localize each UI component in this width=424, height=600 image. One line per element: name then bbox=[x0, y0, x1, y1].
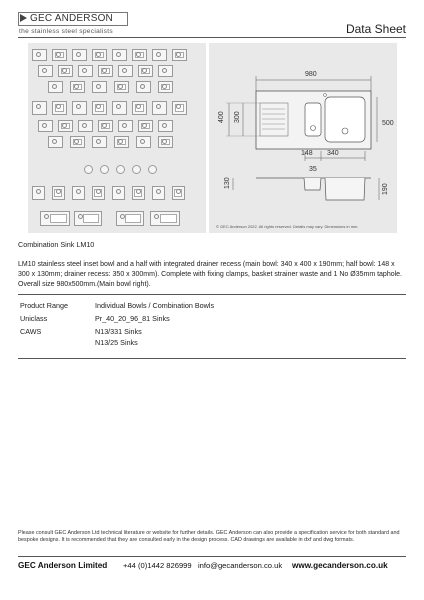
sink-thumbnail-bowl bbox=[175, 104, 184, 112]
sink-thumbnail bbox=[112, 101, 127, 115]
footer-email-link[interactable]: info@gecanderson.co.uk bbox=[198, 561, 283, 570]
sink-thumbnail bbox=[52, 101, 67, 115]
sink-thumbnail bbox=[112, 49, 127, 61]
technical-drawing-panel bbox=[209, 43, 397, 233]
company-logo bbox=[18, 12, 130, 38]
spec-value-product-range: Individual Bowls / Combination Bowls bbox=[95, 301, 215, 310]
sink-thumbnail bbox=[78, 120, 93, 132]
sink-thumbnail bbox=[52, 49, 67, 61]
dim-overall-depth-left: 400 bbox=[218, 111, 225, 123]
sink-thumbnail bbox=[116, 211, 144, 226]
header-divider bbox=[18, 37, 406, 38]
spec-table-top-rule bbox=[18, 294, 406, 295]
sink-thumbnail bbox=[152, 101, 167, 115]
sink-thumbnail-bowl bbox=[160, 214, 177, 223]
sink-thumbnail-bowl bbox=[95, 52, 104, 58]
logo-name: GEC ANDERSON bbox=[30, 13, 113, 24]
spec-table-bottom-rule bbox=[18, 358, 406, 359]
dim-drainer-height: 300 bbox=[234, 111, 241, 123]
sink-thumbnail-bowl bbox=[55, 104, 64, 112]
sink-thumbnail bbox=[138, 65, 153, 77]
sink-thumbnail-bowl bbox=[95, 104, 104, 112]
sink-thumbnail-bowl bbox=[61, 123, 70, 129]
sink-thumbnail bbox=[132, 165, 141, 174]
sink-thumbnail-bowl bbox=[175, 52, 184, 58]
sink-thumbnail bbox=[136, 136, 151, 148]
sink-thumbnail-bowl bbox=[54, 189, 62, 197]
dim-half-bowl-depth: 130 bbox=[224, 177, 231, 189]
sink-thumbnail-bowl bbox=[141, 123, 150, 129]
sink-thumbnail-bowl bbox=[134, 189, 142, 197]
footer-note: Please consult GEC Anderson Ltd technical literature or website for further details. GEC Anderson can also provide a specification service for both standard and bespoke designs. It is recommended that they are consulted early in the design process. CAD drawings are available in dxf and dwg formats. bbox=[18, 530, 400, 543]
sink-thumbnail bbox=[98, 120, 113, 132]
sink-thumbnail bbox=[32, 49, 47, 61]
logo-triangle-icon bbox=[20, 14, 27, 22]
sink-thumbnail bbox=[70, 136, 85, 148]
main-bowl bbox=[325, 97, 365, 142]
sink-thumbnail bbox=[32, 101, 47, 115]
sink-thumbnail bbox=[92, 186, 105, 200]
sink-thumbnail-bowl bbox=[141, 68, 150, 74]
sink-thumbnail bbox=[136, 81, 151, 93]
spec-label-caws: CAWS bbox=[20, 327, 42, 336]
sink-thumbnail bbox=[72, 186, 85, 200]
sink-thumbnail bbox=[84, 165, 93, 174]
sink-thumbnail bbox=[132, 49, 147, 61]
sink-thumbnail-bowl bbox=[174, 189, 182, 197]
sink-thumbnail bbox=[78, 65, 93, 77]
document-title: Data Sheet bbox=[345, 22, 406, 36]
sink-drawing bbox=[209, 43, 397, 233]
sink-thumbnail bbox=[38, 120, 53, 132]
footer-website-link[interactable]: www.gecanderson.co.uk bbox=[292, 561, 388, 570]
sink-thumbnail-bowl bbox=[101, 68, 110, 74]
sink-thumbnail bbox=[118, 65, 133, 77]
sink-thumbnail bbox=[158, 81, 173, 93]
spec-value-caws: N13/331 Sinks bbox=[95, 327, 142, 336]
sink-thumbnail bbox=[138, 120, 153, 132]
sink-thumbnail bbox=[132, 186, 145, 200]
sink-thumbnail-bowl bbox=[94, 189, 102, 197]
sink-thumbnail bbox=[58, 65, 73, 77]
sink-thumbnail bbox=[38, 65, 53, 77]
sink-thumbnail-bowl bbox=[73, 84, 82, 90]
sink-thumbnail-bowl bbox=[55, 52, 64, 58]
sink-thumbnail bbox=[58, 120, 73, 132]
sink-thumbnail bbox=[118, 120, 133, 132]
product-range-thumbnails bbox=[28, 43, 206, 233]
sink-thumbnail-bowl bbox=[161, 139, 170, 145]
sink-thumbnail bbox=[74, 211, 102, 226]
sink-thumbnail-bowl bbox=[61, 68, 70, 74]
sink-thumbnail bbox=[100, 165, 109, 174]
sink-thumbnail bbox=[98, 65, 113, 77]
sink-thumbnail bbox=[116, 165, 125, 174]
sink-thumbnail bbox=[114, 81, 129, 93]
dim-main-bowl-width: 340 bbox=[327, 150, 339, 157]
sink-thumbnail-bowl bbox=[50, 214, 67, 223]
dim-overall-depth-right: 500 bbox=[382, 120, 394, 127]
sink-thumbnail-bowl bbox=[125, 214, 141, 223]
sink-thumbnail bbox=[92, 49, 107, 61]
spec-value-uniclass: Pr_40_20_96_81 Sinks bbox=[95, 314, 170, 323]
sink-thumbnail bbox=[48, 81, 63, 93]
spec-label-uniclass: Uniclass bbox=[20, 314, 48, 323]
sink-thumbnail bbox=[114, 136, 129, 148]
sink-thumbnail bbox=[158, 65, 173, 77]
sink-thumbnail bbox=[150, 211, 180, 226]
sink-thumbnail-bowl bbox=[117, 139, 126, 145]
sink-thumbnail bbox=[158, 120, 173, 132]
sink-thumbnail-bowl bbox=[135, 52, 144, 58]
sink-thumbnail bbox=[92, 81, 107, 93]
sink-thumbnail-bowl bbox=[83, 214, 99, 223]
logo-tagline: the stainless steel specialists bbox=[19, 28, 113, 35]
sink-thumbnail-bowl bbox=[73, 139, 82, 145]
dim-overall-width: 980 bbox=[305, 71, 317, 78]
spec-value-caws-2: N13/25 Sinks bbox=[95, 338, 138, 347]
sink-thumbnail bbox=[40, 211, 70, 226]
sink-thumbnail-bowl bbox=[135, 104, 144, 112]
sink-thumbnail bbox=[48, 136, 63, 148]
dim-main-bowl-depth: 190 bbox=[382, 183, 389, 195]
product-name: Combination Sink LM10 bbox=[18, 240, 95, 249]
sink-thumbnail bbox=[158, 136, 173, 148]
sink-thumbnail bbox=[52, 186, 65, 200]
dim-half-bowl-width: 148 bbox=[301, 150, 313, 157]
sink-thumbnail bbox=[70, 81, 85, 93]
sink-thumbnail-bowl bbox=[117, 84, 126, 90]
dim-tap-hole: 35 bbox=[309, 166, 317, 173]
sink-thumbnail bbox=[32, 186, 45, 200]
sink-thumbnail bbox=[172, 186, 185, 200]
drawing-copyright: © GEC Anderson 2022. All rights reserved. Details may vary. Dimensions in mm. bbox=[216, 224, 359, 229]
footer-divider bbox=[18, 556, 406, 557]
sink-thumbnail bbox=[92, 136, 107, 148]
footer-company-name: GEC Anderson Limited bbox=[18, 561, 108, 570]
sink-thumbnail bbox=[112, 186, 125, 200]
sink-thumbnail bbox=[92, 101, 107, 115]
sink-thumbnail bbox=[72, 49, 87, 61]
sink-thumbnail bbox=[148, 165, 157, 174]
footer-phone: +44 (0)1442 826999 bbox=[123, 561, 192, 570]
sink-thumbnail-bowl bbox=[101, 123, 110, 129]
sink-thumbnail bbox=[152, 49, 167, 61]
spec-label-product-range: Product Range bbox=[20, 301, 68, 310]
sink-thumbnail bbox=[152, 186, 165, 200]
sink-thumbnail bbox=[172, 49, 187, 61]
half-bowl bbox=[305, 103, 321, 136]
sink-thumbnail bbox=[132, 101, 147, 115]
sink-thumbnail bbox=[72, 101, 87, 115]
sink-thumbnail bbox=[172, 101, 187, 115]
sink-thumbnail-bowl bbox=[161, 84, 170, 90]
product-description: LM10 stainless steel inset bowl and a half with integrated drainer recess (main bowl: 340 x 400 x 190mm; half bowl: 148 x 300 x 130mm; drainer recess: 350 x 300mm). Complete with fixing clamps, basket strainer waste and 1 No Ø35mm taphole. Overall size 980x500mm.(Main bowl right). bbox=[18, 261, 403, 288]
